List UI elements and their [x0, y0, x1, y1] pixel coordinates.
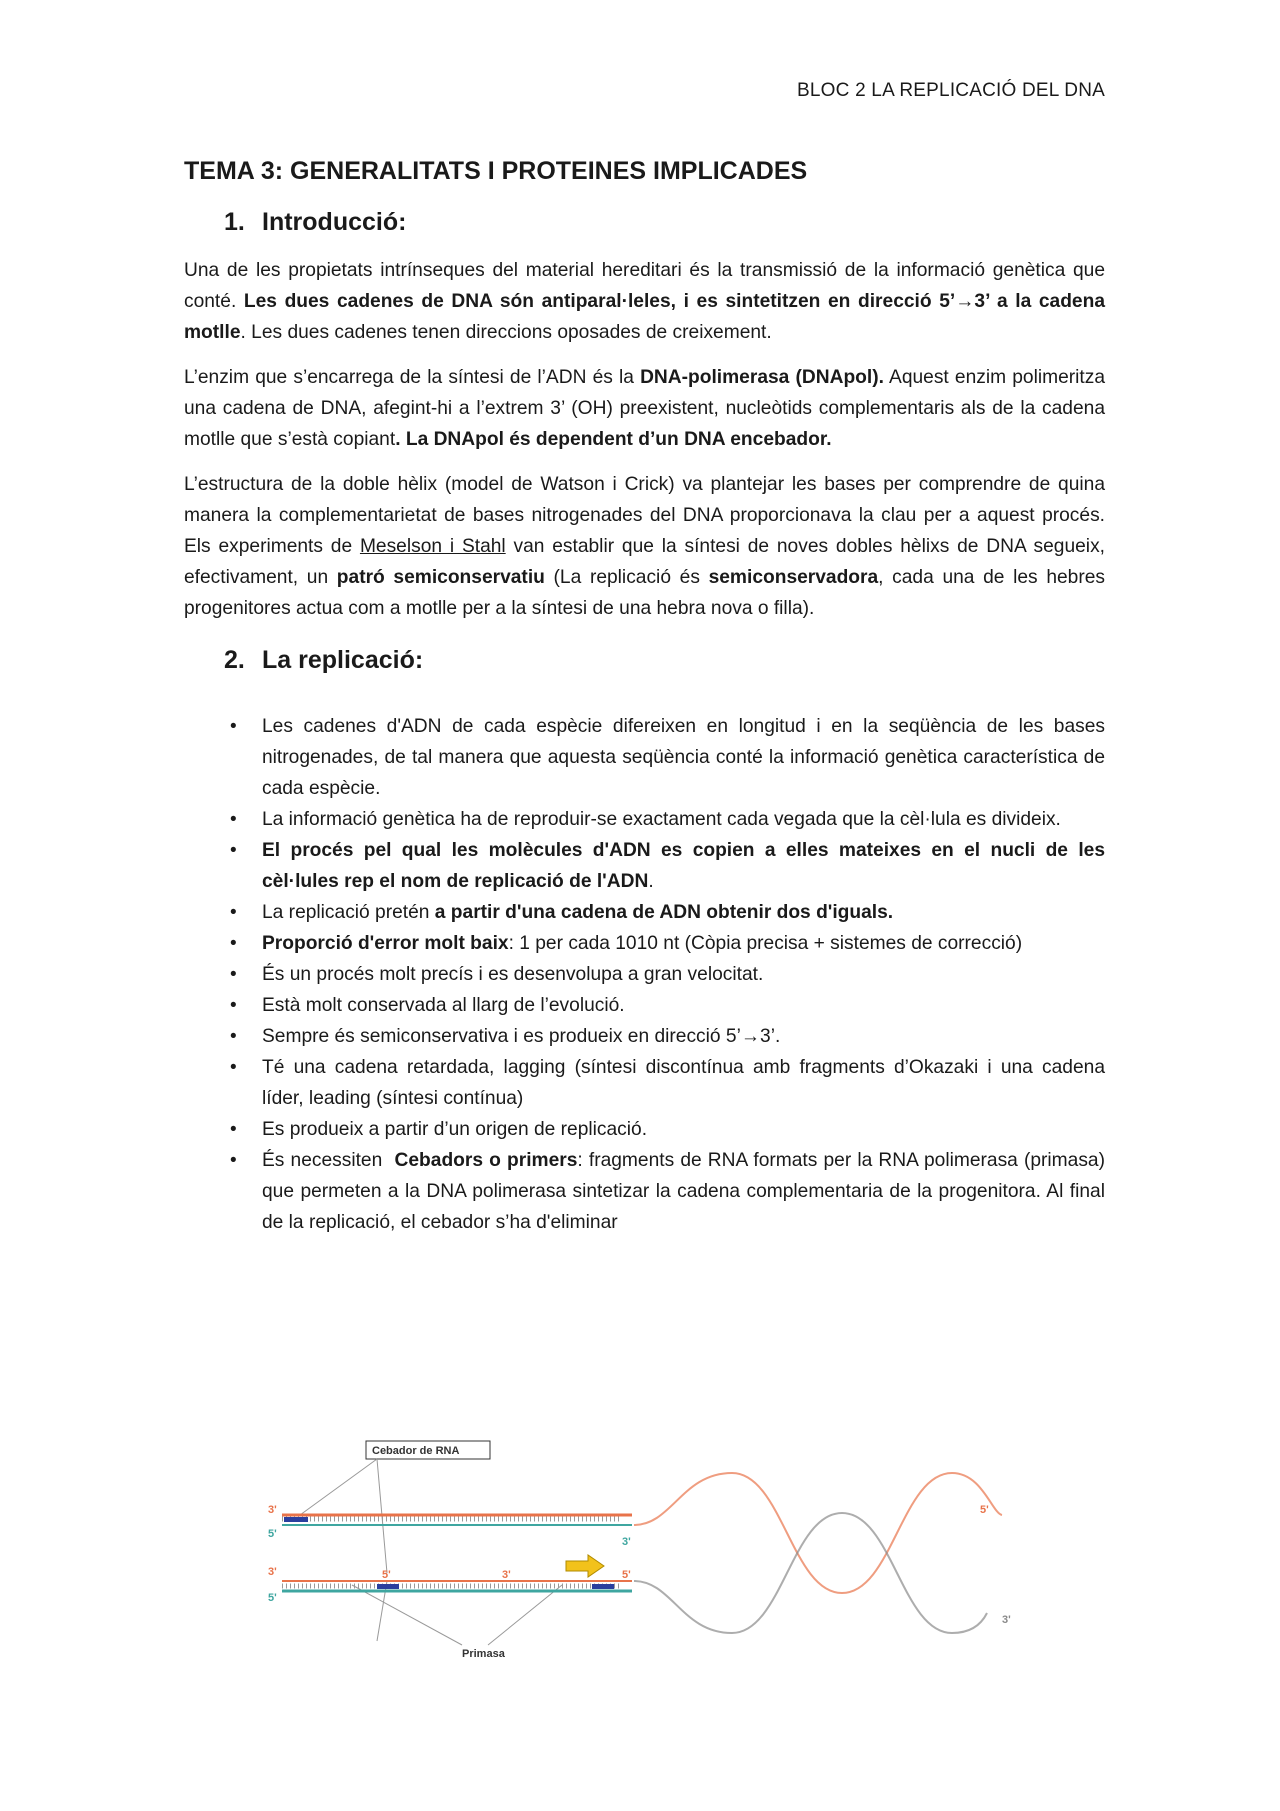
section-heading-introduccio — [224, 208, 1105, 237]
bold-run: Cebadors o primers — [394, 1150, 578, 1171]
primer-label: Cebador de RNA — [372, 1445, 460, 1457]
pointer-line — [488, 1585, 562, 1645]
list-item — [184, 1052, 1105, 1114]
bullet-icon: • — [230, 1150, 237, 1171]
list-item — [184, 990, 1105, 1021]
bullet-icon: • — [230, 1057, 237, 1078]
list-item — [184, 835, 1105, 897]
section-title: La replicació: — [262, 646, 424, 674]
text-run: Aquest enzim polimeritza una cadena de DNA, afegint-hi a l’extrem 3’ (OH) preexistent, nucleòtids complementaris als de la cadena motlle que s’està copiant — [184, 367, 1105, 450]
replication-fork-diagram — [262, 1433, 1022, 1663]
direction-arrow-icon — [566, 1555, 604, 1577]
text-run: , cada una de les hebres progenitores actua com a motlle per a la síntesi de una hebra nova o filla). — [184, 567, 1105, 619]
text-run: Té una cadena retardada, lagging (síntesi discontínua amb fragments d’Okazaki i una cadena líder, leading (síntesi contínua) — [262, 1057, 1105, 1109]
pointer-line — [300, 1459, 377, 1515]
running-header: BLOC 2 LA REPLICACIÓ DEL DNA — [797, 80, 1105, 101]
text-run: Una de les propietats intrínseques del material hereditari és la transmissió de la informació genètica que conté. — [184, 260, 1105, 312]
replication-bullet-list — [184, 711, 1105, 1238]
text-run: . Les dues cadenes tenen direccions oposades de creixement. — [240, 322, 772, 343]
end-label: 3' — [502, 1569, 511, 1581]
text-run: L’enzim que s’encarrega de la síntesi de l’ADN és la — [184, 367, 641, 388]
bullet-icon: • — [230, 964, 237, 985]
helix-strand-orange — [634, 1473, 1002, 1593]
bold-run: Les dues cadenes de DNA són antiparal·leles, i es sintetitzen en direcció 5’→3’ a la cadena motlle — [184, 291, 1105, 343]
text-run: van establir que la síntesi de noves dobles hèlixs de DNA segueix, efectivament, un — [184, 536, 1105, 588]
list-item — [184, 959, 1105, 990]
text-run: Sempre és semiconservativa i es produeix en direcció 5’→3’. — [262, 1026, 781, 1047]
end-label: 3' — [622, 1536, 631, 1548]
page-title: TEMA 3: GENERALITATS I PROTEINES IMPLICADES — [184, 157, 808, 185]
list-item — [184, 1114, 1105, 1145]
section-title: Introducció: — [262, 208, 407, 236]
rna-primer — [592, 1584, 614, 1589]
text-run: És un procés molt precís i es desenvolupa a gran velocitat. — [262, 964, 764, 985]
text-run: : fragments de RNA formats per la RNA polimerasa (primasa) que permeten a la DNA polimerasa sintetizar la cadena complementaria de la progenitora. Al final de la replicació, el cebador s’ha d'eliminar — [262, 1150, 1105, 1233]
bullet-icon: • — [230, 933, 237, 954]
bold-run: semiconservadora — [708, 567, 879, 588]
text-run: La replicació pretén — [262, 902, 435, 923]
bullet-icon: • — [230, 1119, 237, 1140]
bold-run: El procés pel qual les molècules d'ADN es copien a elles mateixes en el nucli de les cèl·lules rep el nom de replicació de l'ADN — [262, 840, 1105, 892]
bullet-icon: • — [230, 995, 237, 1016]
end-label: 5' — [622, 1569, 631, 1581]
section-number: 2. — [224, 646, 245, 674]
underlined-run: Meselson i Stahl — [359, 536, 506, 557]
end-label: 5' — [382, 1569, 391, 1581]
intro-paragraph-3 — [184, 469, 1105, 624]
bullet-icon: • — [230, 840, 237, 861]
list-item — [184, 897, 1105, 928]
bold-run: a partir d'una cadena de ADN obtenir dos d'iguals. — [434, 902, 894, 923]
text-run: : 1 per cada 1010 nt (Còpia precisa + sistemes de correcció) — [508, 933, 1023, 954]
bullet-icon: • — [230, 716, 237, 737]
list-item — [184, 1021, 1105, 1052]
end-label: 3' — [268, 1566, 277, 1578]
primase-label: Primasa — [462, 1648, 505, 1660]
text-run: És necessiten — [262, 1150, 395, 1171]
text-run: Es produeix a partir d’un origen de replicació. — [262, 1119, 648, 1140]
list-item — [184, 804, 1105, 835]
text-run: L’estructura de la doble hèlix (model de Watson i Crick) va plantejar les bases per comprendre de quina manera la complementarietat de bases nitrogenades del DNA proporcionava la clau per a aquest procés. Els experiments de — [184, 474, 1105, 557]
text-run: (La replicació és — [544, 567, 709, 588]
end-label: 5' — [268, 1592, 277, 1604]
text-run: Està molt conservada al llarg de l’evolució. — [262, 995, 625, 1016]
list-item — [184, 711, 1105, 804]
end-label: 5' — [268, 1528, 277, 1540]
intro-paragraph-1 — [184, 255, 1105, 348]
bold-run: . La DNApol és dependent d’un DNA encebador. — [395, 429, 832, 450]
section-heading-replicacio — [224, 646, 1105, 675]
bullet-icon: • — [230, 1026, 237, 1047]
end-label: 5' — [980, 1504, 989, 1516]
end-label: 3' — [268, 1504, 277, 1516]
list-item — [184, 1145, 1105, 1238]
text-run: Les cadenes d'ADN de cada espècie difereixen en longitud i en la seqüència de les bases nitrogenades, de tal manera que aquesta seqüència conté la informació genètica característica de cada espècie. — [262, 716, 1105, 799]
rna-primer — [284, 1517, 308, 1522]
intro-paragraph-2 — [184, 362, 1105, 455]
bullet-icon: • — [230, 902, 237, 923]
bold-run: Proporció d'error molt baix — [262, 933, 509, 954]
text-run: . — [648, 871, 654, 892]
rna-primer — [377, 1584, 399, 1589]
page-content — [184, 152, 1105, 1238]
section-number: 1. — [224, 208, 245, 236]
bold-run: DNA-polimerasa (DNApol). — [640, 367, 884, 388]
diagram-svg — [262, 1433, 1022, 1663]
end-label: 3' — [1002, 1614, 1011, 1626]
list-item — [184, 928, 1105, 959]
pointer-line — [352, 1585, 462, 1645]
text-run: La informació genètica ha de reproduir-se exactament cada vegada que la cèl·lula es divideix. — [262, 809, 1061, 830]
bold-run: patró semiconservatiu — [336, 567, 545, 588]
bullet-icon: • — [230, 809, 237, 830]
